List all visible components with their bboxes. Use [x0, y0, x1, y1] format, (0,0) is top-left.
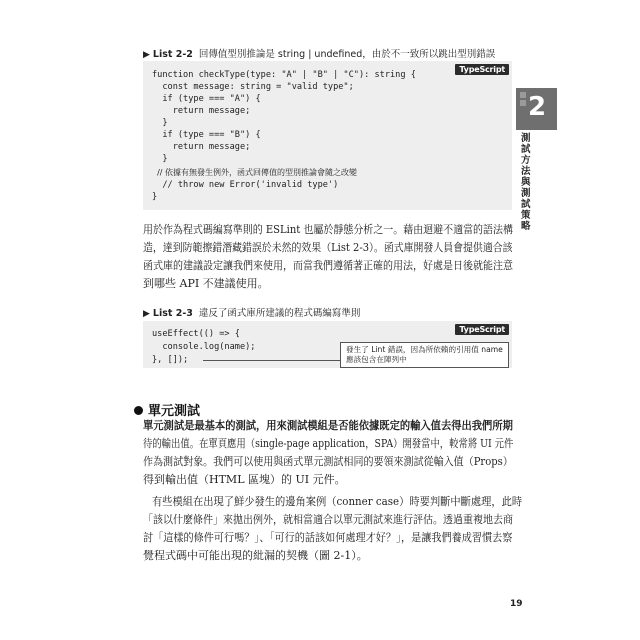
body-text-line: 有些模組在出現了鮮少發生的邊角案例（conner case）時要判斷中斷處理，此時 — [152, 495, 523, 508]
lint-error-callout — [340, 342, 509, 368]
body-text-line — [143, 418, 513, 434]
body-text-line: 造，達到防範擦錯潛藏錯誤於未然的效果（List 2-3）。函式庫開發人員會提供適合該 — [143, 241, 513, 254]
list-caption-text: 違反了函式庫所建議的程式碼編寫準則 — [198, 308, 361, 319]
code-line: console.log(name); — [152, 342, 256, 352]
typescript-badge: TypeScript — [455, 324, 509, 335]
code-line: useEffect(() => { — [152, 329, 240, 339]
code-line: return message; — [152, 142, 251, 152]
code-line: const message: string = "valid type"; — [152, 82, 354, 92]
section-heading — [134, 400, 200, 419]
callout-text-line: 發生了 Lint 錯誤，因為所依賴的引用值 name — [346, 345, 503, 354]
code-line: function checkType(type: "A" | "B" | "C"): string { — [152, 70, 416, 80]
body-text-line: 作為測試對象。我們可以使用與函式單元測試相同的要領來測試從輸入值（Props） — [143, 455, 513, 468]
code-line: } — [152, 154, 168, 164]
bullet-icon — [134, 406, 143, 415]
code-line: // throw new Error('invalid type') — [152, 180, 339, 190]
list-caption-text: 回傳值型別推論是 string | undefined，由於不一致所以跳出型別錯誤 — [198, 49, 496, 60]
chapter-side-title: 測試方法與測試策略 — [521, 133, 531, 232]
code-line: } — [152, 192, 158, 202]
code-block — [143, 61, 512, 210]
code-line: } — [152, 118, 168, 128]
body-text-line: 覺程式碼中可能出現的紕漏的契機（圖 2-1）。 — [143, 549, 368, 562]
section-heading-text: 單元測試 — [148, 404, 201, 419]
body-text-line: 用於作為程式碼編寫準則的 ESLint 也屬於靜態分析之一。藉由迴避不適當的語法構 — [143, 223, 513, 236]
body-text-line: 「該以什麼條件」來拋出例外，就相當適合以單元測試來進行評估。透過重複地去商 — [143, 513, 513, 526]
callout-connector — [203, 360, 340, 361]
body-text-line: 討「這樣的條件可行嗎？」、「可行的話該如何處理才好？」，是讓我們養成習慣去察 — [143, 531, 513, 544]
list-arrow-icon: ▶ — [143, 50, 150, 60]
code-comment-line: // 依據有無發生例外，函式回傳值的型別推論會隨之改變 — [152, 168, 358, 177]
chapter-number: 2 — [527, 92, 547, 122]
code-line: if (type === "A") { — [152, 94, 261, 104]
code-line: if (type === "B") { — [152, 130, 261, 140]
page-number: 19 — [510, 599, 523, 609]
body-text-line: 得到輸出值（HTML 區塊）的 UI 元件。 — [143, 473, 346, 486]
list-caption — [143, 46, 495, 60]
body-text-lead: 單元測試是最基本的測試，用來測試模組是否能依據既定的輸入值去得出我們所期 — [143, 419, 513, 432]
callout-text-line: 應該包含在陣列中 — [346, 355, 407, 364]
list-id: List 2-3 — [152, 308, 193, 319]
code-block — [143, 321, 512, 368]
list-arrow-icon: ▶ — [143, 309, 150, 319]
body-text-line: 函式庫的建議設定讓我們來使用，而當我們遵循著正確的用法，好處是日後就能注意 — [143, 259, 513, 272]
body-text-line: 待的輸出值。在單頁應用（single-page application，SPA）開發當中，較常將 UI 元件 — [143, 437, 514, 450]
list-id: List 2-2 — [152, 49, 193, 60]
code-line: return message; — [152, 106, 251, 116]
body-text-line: 到哪些 API 不建議使用。 — [143, 277, 269, 290]
code-line: }, []); — [152, 355, 189, 365]
list-caption — [143, 305, 360, 319]
typescript-badge: TypeScript — [455, 64, 509, 75]
